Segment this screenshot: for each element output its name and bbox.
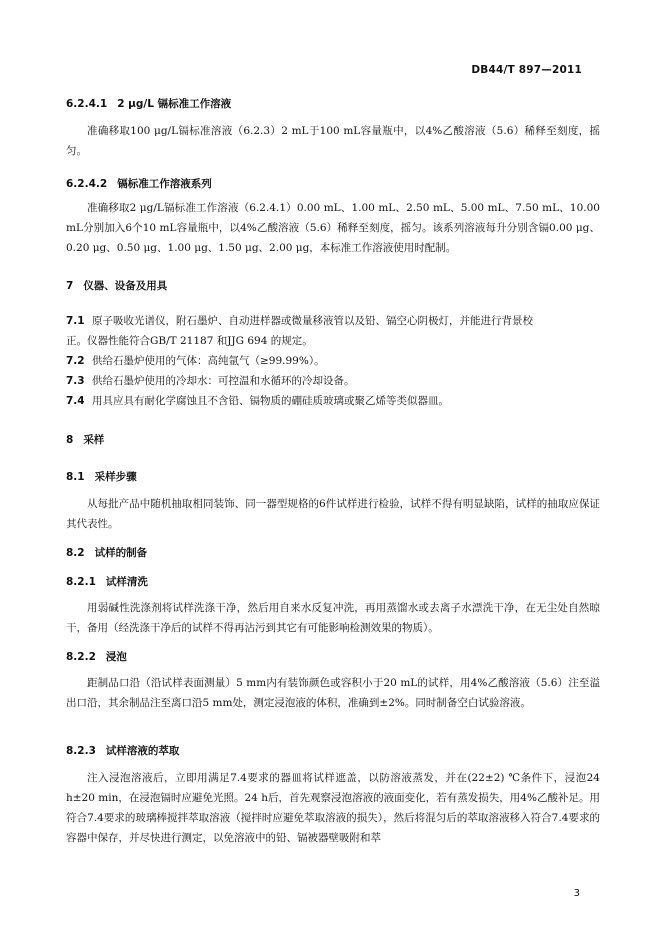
heading-number: 8.2.3	[66, 745, 96, 757]
paragraph-6-2-4-1: 准确移取100 μg/L镉标准溶液（6.2.3）2 mL于100 mL容量瓶中，以4%乙酸溶液（5.6）稀释至刻度，摇匀。	[66, 125, 600, 157]
item-text: 原子吸收光谱仪，附石墨炉、自动进样器或微量移液管以及铅、镉空心阴极灯，并能进行背景校	[92, 315, 533, 327]
list-item-7-1	[66, 311, 600, 351]
heading-title: 试样的制备	[94, 547, 148, 559]
heading-8-1	[66, 469, 137, 484]
list-item-7-2	[66, 351, 600, 371]
standard-code: DB44/T 897—2011	[471, 64, 582, 76]
heading-title: 采样	[83, 434, 105, 446]
heading-8	[66, 432, 104, 447]
item-number: 7.1	[66, 315, 85, 327]
heading-number: 8.2.1	[66, 576, 96, 588]
heading-8-2	[66, 545, 147, 560]
heading-title: 采样步骤	[94, 471, 137, 483]
item-number: 7.2	[66, 355, 85, 367]
heading-number: 8	[66, 434, 74, 446]
heading-number: 8.1	[66, 471, 85, 483]
heading-8-2-2	[66, 649, 127, 664]
item-text: 用具应具有耐化学腐蚀且不含铅、镉物质的硼硅质玻璃或聚乙烯等类似器皿。	[92, 395, 449, 407]
item-text-continued: 正。仪器性能符合GB/T 21187 和JJG 694 的规定。	[66, 335, 313, 347]
heading-number: 8.2	[66, 547, 85, 559]
heading-title: 仪器、设备及用具	[83, 280, 168, 292]
item-text: 供给石墨炉使用的气体：高纯氩气（≥99.99%）。	[92, 355, 325, 367]
heading-title: 2 μg/L 镉标准工作溶液	[117, 98, 232, 110]
item-text: 供给石墨炉使用的冷却水：可控温和水循环的冷却设备。	[92, 375, 355, 387]
heading-number: 8.2.2	[66, 651, 96, 663]
list-item-7-3	[66, 371, 600, 391]
paragraph-8-2-2: 距制品口沿（沿试样表面测量）5 mm内有装饰颜色或容积小于20 mL的试样，用4%乙酸溶液（5.6）注至溢出口沿，其余制品注至离口沿5 mm处，测定浸泡液的体积，准确到±2%。同时制备空白试验溶液。	[66, 677, 600, 709]
heading-title: 浸泡	[105, 651, 127, 663]
heading-8-2-1	[66, 574, 148, 589]
list-item-7-4	[66, 391, 600, 411]
heading-number: 6.2.4.2	[66, 178, 108, 190]
heading-title: 镉标准工作溶液系列	[117, 178, 212, 190]
paragraph-8-2-1: 用弱碱性洗涤剂将试样洗涤干净，然后用自来水反复冲洗，再用蒸馏水或去离子水漂洗干净，在无尘处自然晾干，备用（经洗涤干净后的试样不得再沾污到其它有可能影响检测效果的物质）。	[66, 602, 600, 634]
heading-title: 试样清洗	[105, 576, 148, 588]
paragraph-8-1: 从每批产品中随机抽取相同装饰、同一器型规格的6件试样进行检验，试样不得有明显缺陷，试样的抽取应保证其代表性。	[66, 498, 600, 530]
heading-number: 7	[66, 280, 74, 292]
page-number: 3	[573, 888, 580, 899]
paragraph-8-2-3: 注入浸泡溶液后，立即用满足7.4要求的器皿将试样遮盖，以防溶液蒸发，并在(22±2) ℃条件下，浸泡24 h±20 min，在浸泡镉时应避免光照。24 h后，首先观察浸泡溶液的液面变化，若有蒸发损失，用4%乙酸补足。用符合7.4要求的玻璃棒搅拌萃取溶液（搅拌时应避免萃取溶液的损失），然后将混匀后的萃取溶液移入符合7.4要求的容器中保存，并尽快进行测定，以免溶液中的铅、镉被器壁吸附和萃	[66, 772, 600, 844]
item-number: 7.3	[66, 375, 85, 387]
heading-7	[66, 278, 167, 293]
heading-title: 试样溶液的萃取	[105, 745, 180, 757]
heading-6-2-4-2	[66, 176, 212, 191]
heading-8-2-3	[66, 743, 179, 758]
heading-number: 6.2.4.1	[66, 98, 108, 110]
paragraph-6-2-4-2: 准确移取2 μg/L镉标准工作溶液（6.2.4.1）0.00 mL、1.00 mL、2.50 mL、5.00 mL、7.50 mL、10.00 mL分别加入6个10 mL容量瓶中，以4%乙酸溶液（5.6）稀释至刻度，摇匀。该系列溶液每升分别含镉0.00 μg、0.20 μg、0.50 μg、1.00 μg、1.50 μg、2.00 μg，本标准工作溶液使用时配制。	[66, 202, 600, 254]
item-number: 7.4	[66, 395, 85, 407]
heading-6-2-4-1	[66, 96, 231, 111]
